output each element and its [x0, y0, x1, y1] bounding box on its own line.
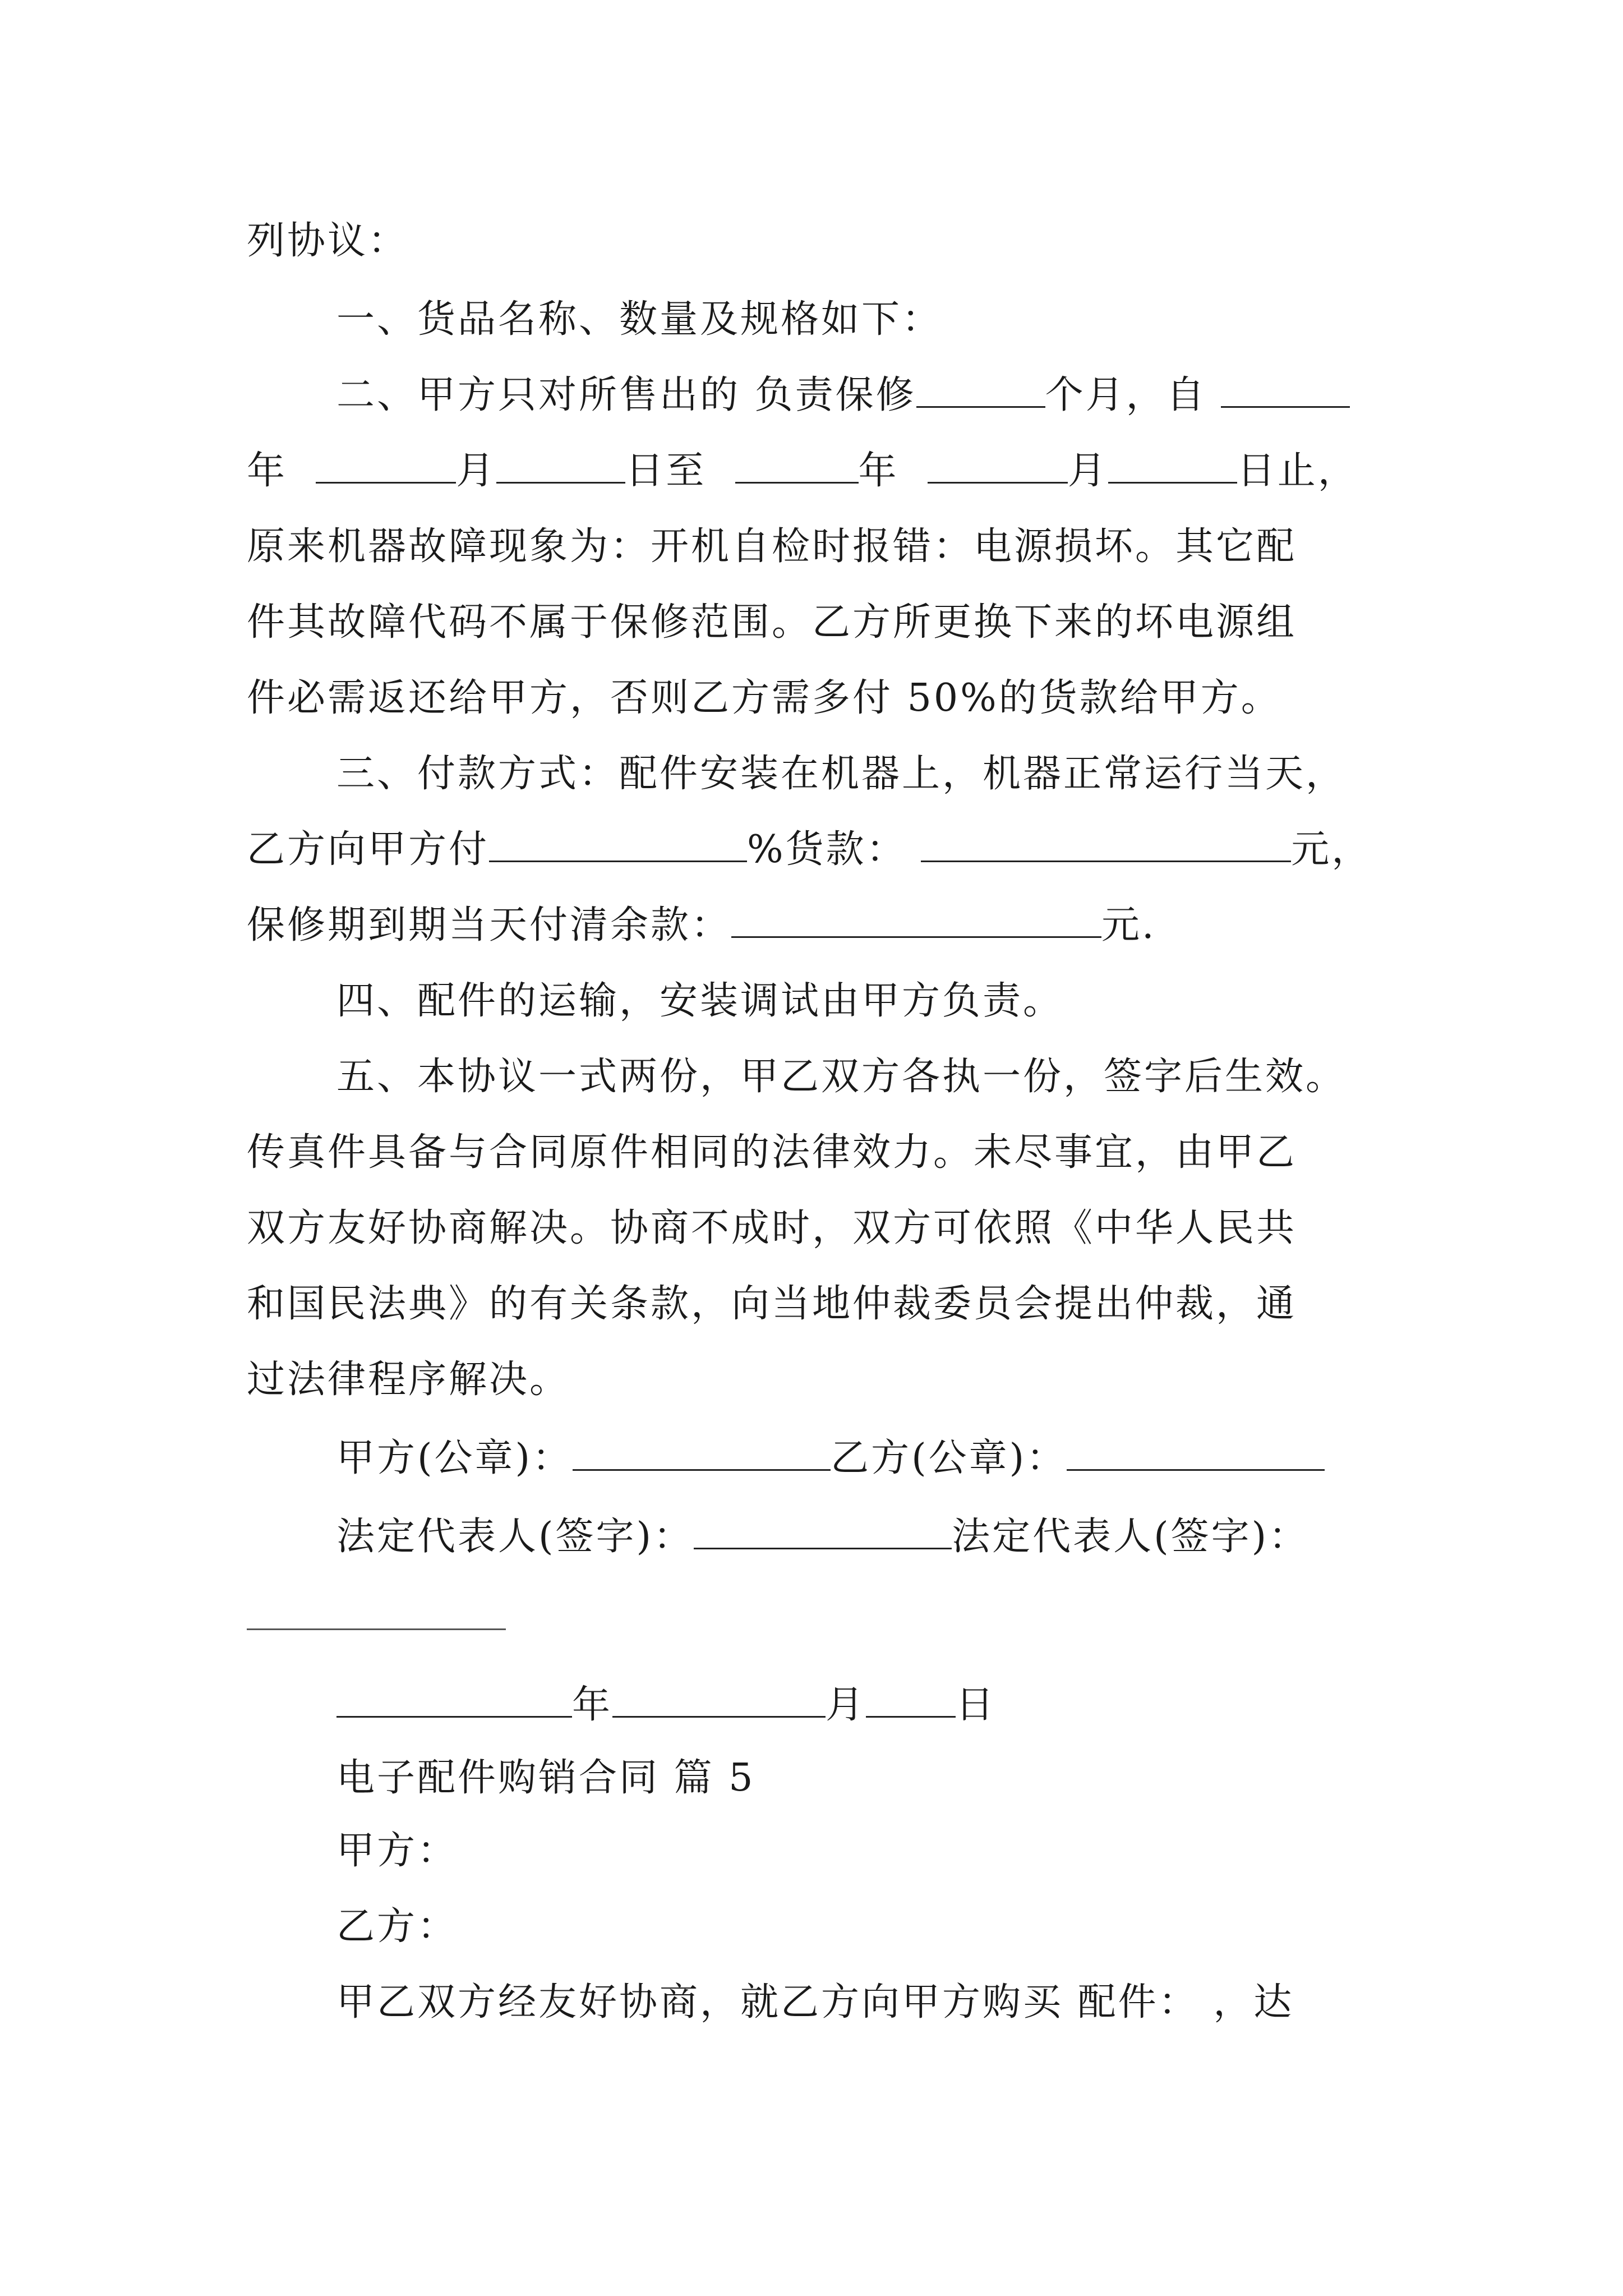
percent-blank	[489, 825, 747, 862]
next-contract-title: 电子配件购销合同 篇 5	[336, 1756, 755, 1800]
end-month-blank	[928, 446, 1068, 484]
party-a-seal-blank	[573, 1433, 831, 1471]
representative-line	[336, 1509, 1309, 1565]
date-line	[336, 1677, 996, 1733]
clause-2-text-b: 负责保修	[754, 373, 916, 417]
balance-blank	[731, 900, 1101, 938]
day-to-label: 日至	[625, 449, 707, 493]
date-year-label: 年	[572, 1683, 613, 1727]
amount-blank	[921, 825, 1291, 862]
clause-3-line-1: 三、付款方式：配件安装在机器上，机器正常运行当天，	[336, 752, 1347, 796]
clause-1: 一、货品名称、数量及规格如下：	[336, 297, 943, 342]
date-year-blank	[336, 1680, 572, 1718]
day-end-label: 日止，	[1237, 449, 1358, 493]
next-party-b: 乙方：	[336, 1904, 458, 1949]
start-year-blank	[1221, 370, 1350, 408]
clause-2-text-c: 个月，自	[1045, 373, 1207, 417]
clause-3-balance-label: 保修期到期当天付清余款：	[247, 903, 732, 947]
clause-3-yuan-label: 元，	[1291, 827, 1372, 872]
month-label-2: 月	[1067, 449, 1108, 493]
date-month-label: 月	[826, 1683, 866, 1727]
clause-3-balance-yuan: 元.	[1101, 903, 1156, 947]
clause-4: 四、配件的运输，安装调试由甲方负责。	[336, 979, 1064, 1023]
party-a-seal-label: 甲方(公章)：	[336, 1436, 573, 1480]
clause-3-pay-label: 乙方向甲方付	[247, 827, 490, 872]
clause-5-line-2: 传真件具备与合同原件相同的法律效力。未尽事宜，由甲乙	[247, 1130, 1297, 1175]
party-b-seal-label: 乙方(公章)：	[831, 1436, 1067, 1480]
clause-3-line-2	[247, 822, 1372, 878]
rep-b-label: 法定代表人(签字)：	[952, 1515, 1310, 1559]
clause-5-line-1: 五、本协议一式两份，甲乙双方各执一份，签字后生效。	[336, 1055, 1347, 1099]
clause-5-line-4: 和国民法典》的有关条款，向当地仲裁委员会提出仲裁，通	[247, 1282, 1297, 1326]
date-day-label: 日	[956, 1683, 997, 1727]
start-month-blank	[316, 446, 456, 484]
intro-end: 列协议：	[247, 219, 409, 263]
party-b-seal-blank	[1067, 1433, 1325, 1471]
clause-2-text-a: 二、甲方只对所售出的	[336, 373, 741, 417]
year-label-1: 年	[247, 449, 288, 493]
end-year-blank	[735, 446, 859, 484]
clause-3-line-3	[247, 898, 1156, 954]
date-month-blank	[612, 1680, 826, 1718]
rep-b-signature-blank	[247, 1628, 506, 1630]
clause-2-line-5: 件必需返还给甲方，否则乙方需多付 50%的货款给甲方。	[247, 676, 1281, 720]
start-day-blank	[496, 446, 625, 484]
clause-3-percent-label: %货款：	[747, 827, 907, 872]
clause-5-line-5: 过法律程序解决。	[247, 1358, 570, 1402]
clause-2-line-1	[336, 367, 1350, 424]
clause-2-line-2	[247, 443, 1358, 499]
seal-line	[336, 1430, 1325, 1487]
month-label-1: 月	[456, 449, 497, 493]
clause-2-line-3: 原来机器故障现象为：开机自检时报错：电源损坏。其它配	[247, 524, 1297, 569]
date-day-blank	[866, 1680, 956, 1718]
clause-5-line-3: 双方友好协商解决。协商不成时，双方可依照《中华人民共	[247, 1206, 1297, 1250]
end-day-blank	[1108, 446, 1237, 484]
warranty-months-blank	[916, 370, 1045, 408]
rep-a-blank	[694, 1512, 952, 1549]
next-intro: 甲乙双方经友好协商，就乙方向甲方购买 配件： ，达	[336, 1980, 1294, 2024]
rep-a-label: 法定代表人(签字)：	[336, 1515, 694, 1559]
next-party-a: 甲方：	[336, 1829, 458, 1873]
clause-2-line-4: 件其故障代码不属于保修范围。乙方所更换下来的坏电源组	[247, 600, 1297, 645]
year-label-2: 年	[858, 449, 899, 493]
